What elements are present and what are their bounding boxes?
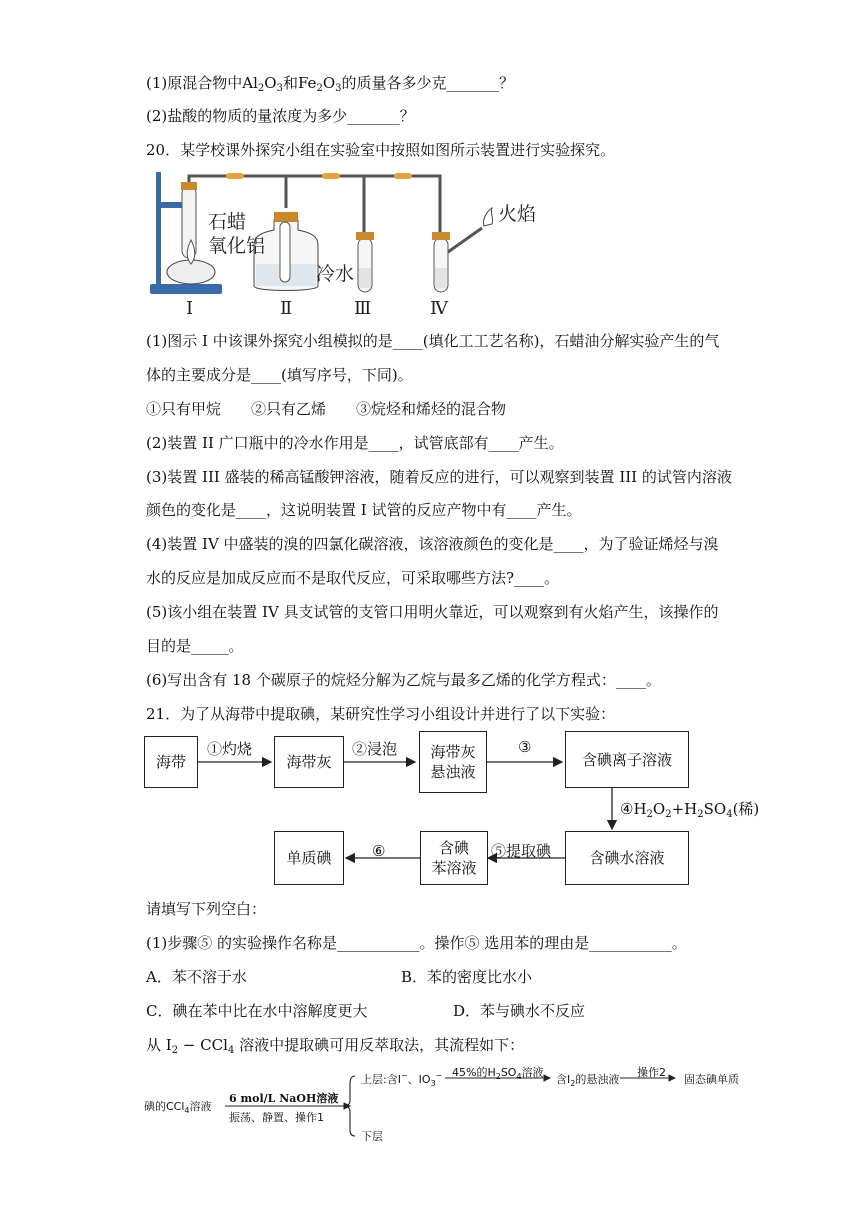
q20-stem: 20．某学校课外探究小组在实验室中按照如图所示装置进行实验探究。 (146, 141, 616, 159)
q20-option-1: ①只有甲烷 (146, 400, 222, 418)
label-I: Ⅰ (186, 298, 194, 318)
flow2-final-product: 固态碘单质 (684, 1073, 739, 1086)
flow2-reagent: 6 mol/L NaOH溶液 (229, 1092, 339, 1105)
flow2-upper-layer: 上层:含I−、$IO_3^-$ (361, 1071, 443, 1088)
q21-question1: (1)步骤⑤ 的实验操作名称是___________。操作⑤ 选用苯的理由是___________。 (146, 934, 687, 952)
label-flame: 火焰 (498, 203, 537, 225)
q20-apparatus-figure (146, 168, 546, 318)
q20-line6: (4)装置 IV 中盛装的溴的四氯化碳溶液，该溶液颜色的变化是____，为了验证烯烃与溴 (146, 535, 719, 553)
flow-box-seaweed: 海带 (144, 736, 198, 788)
q20-line9: 目的是_____。 (146, 637, 244, 655)
q20-line5: 颜色的变化是____，这说明装置 I 试管的反应产物中有____产生。 (146, 501, 582, 519)
flow-step-3: ③ (518, 738, 532, 756)
flow-box-iodide-solution: 含碘离子溶液 (565, 731, 689, 788)
q21-fill-instruction: 请填写下列空白： (146, 900, 267, 918)
q20-line4: (3)装置 III 盛装的稀高锰酸钾溶液，随着反应的进行，可以观察到装置 III 的试管内溶液 (146, 468, 732, 486)
label-wax: 石蜡 (208, 211, 247, 233)
flow-step-2: ②浸泡 (352, 740, 398, 758)
q19-part1: (1)原混合物中$Al_2O_3$和$Fe_2O_3$的质量各多少克_______？ (146, 74, 515, 94)
flow2-suspension: 含$I_2$的悬浊液 (556, 1073, 620, 1088)
flow2-operations: 振荡、静置、操作1 (229, 1111, 324, 1124)
q20-line3: (2)装置 II 广口瓶中的冷水作用是____，试管底部有____产生。 (146, 434, 564, 452)
label-II: Ⅱ (280, 298, 293, 318)
flow-step-6: ⑥ (372, 842, 386, 860)
label-alumina: 氧化铝 (208, 235, 266, 257)
q20-option-2: ②只有乙烯 (251, 400, 327, 418)
q20-line2: 体的主要成分是____(填写序号，下同)。 (146, 366, 413, 384)
flow2-lower-layer: 下层 (361, 1130, 383, 1143)
q21-option-B: B．苯的密度比水小 (401, 968, 533, 986)
q20-line7: 水的反应是加成反应而不是取代反应，可采取哪些方法?____。 (146, 569, 560, 587)
flow-step-5: ⑤提取碘 (491, 842, 552, 860)
label-cold-water: 冷水 (316, 263, 355, 285)
q20-line1: (1)图示 I 中该课外探究小组模拟的是____(填化工工艺名称)，石蜡油分解实验产生的气 (146, 332, 720, 350)
flow-box-ash: 海带灰 (274, 736, 344, 788)
flow-box-benzene-solution: 含碘 苯溶液 (420, 831, 488, 885)
flow2-operation2: 操作2 (637, 1066, 666, 1079)
flow-step-1: ①灼烧 (207, 740, 253, 758)
side-arm (448, 228, 482, 252)
q21-option-D: D．苯与碘水不反应 (453, 1002, 586, 1020)
label-IV: Ⅳ (430, 298, 448, 318)
flow-step-4: $④H_2O_2+H_2SO_4$(稀) (620, 800, 760, 820)
q20-options (146, 398, 506, 420)
q21-option-A: A．苯不溶于水 (146, 968, 247, 986)
flow-box-ash-suspension: 海带灰 悬浊液 (419, 731, 487, 793)
flame-icon (483, 208, 492, 226)
q20-option-3: ③烷烃和烯烃的混合物 (356, 400, 507, 418)
q20-line8: (5)该小组在装置 IV 具支试管的支管口用明火靠近，可以观察到有火焰产生，该操作的 (146, 603, 719, 621)
q20-line10: (6)写出含有 18 个碳原子的烷烃分解为乙烷与最多乙烯的化学方程式：____。 (146, 671, 661, 689)
stand-rod (156, 172, 161, 287)
q21-option-C: C．碘在苯中比在水中溶解度更大 (146, 1002, 368, 1020)
flow2-start: 碘的CCl$_4$溶液 (144, 1100, 212, 1115)
flow-box-iodine: 单质碘 (274, 831, 344, 885)
q21-back-extraction-intro: 从 $I_2 - CCl_4$ 溶液中提取碘可用反萃取法，其流程如下： (146, 1036, 525, 1056)
q19-part2: (2)盐酸的物质的量浓度为多少_______？ (146, 107, 415, 125)
q21-stem: 21．为了从海带中提取碘，某研究性学习小组设计并进行了以下实验： (146, 705, 616, 723)
flow-box-iodine-water: 含碘水溶液 (565, 831, 689, 885)
flow2-acid: 45%的$H_2SO_4$溶液 (452, 1066, 544, 1081)
label-III: Ⅲ (354, 298, 372, 318)
